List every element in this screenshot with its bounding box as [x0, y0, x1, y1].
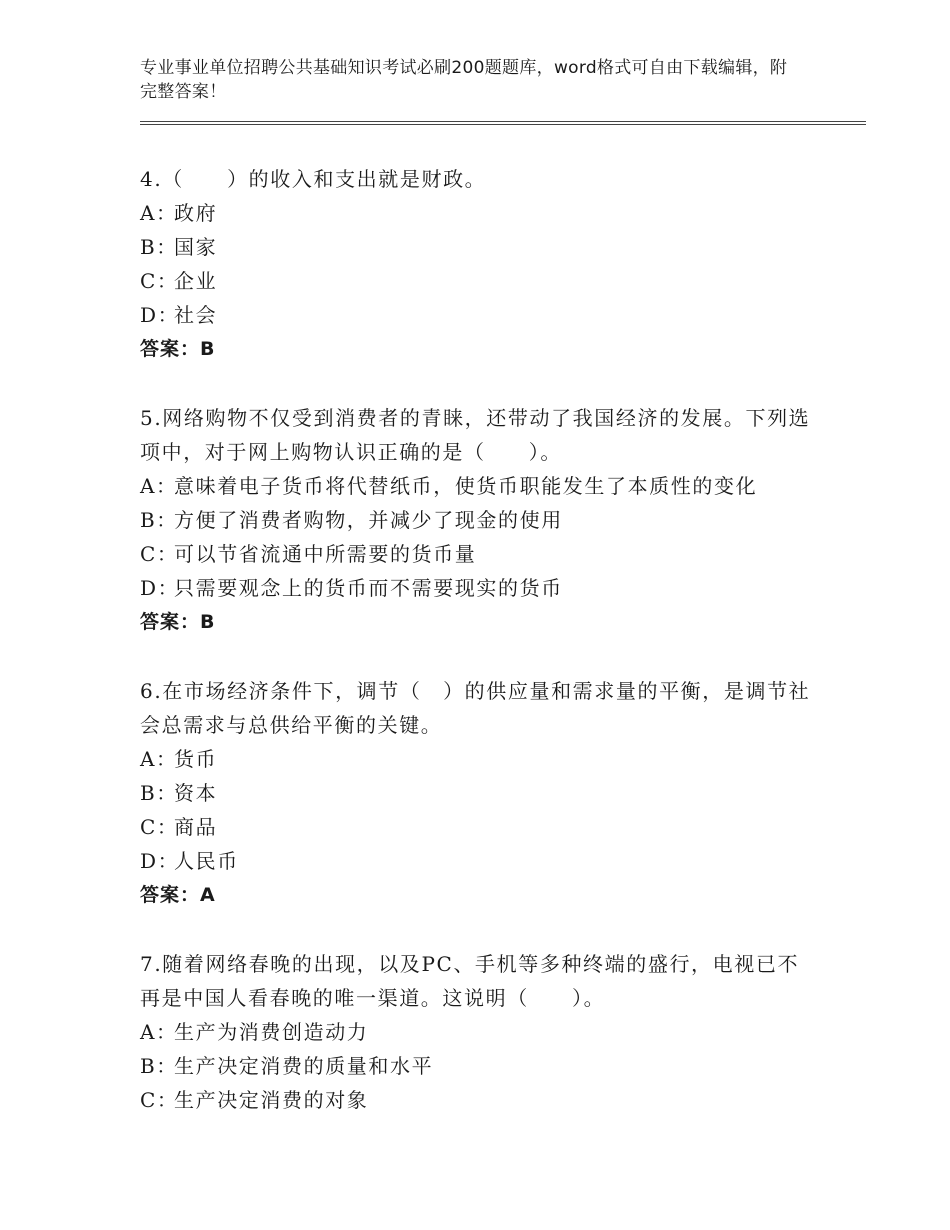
option-key: D： [140, 303, 180, 327]
option-key: C： [140, 542, 179, 566]
option-text: 企业 [174, 269, 218, 293]
option-key: C： [140, 815, 179, 839]
question-stem: 4.（ ）的收入和支出就是财政。 [140, 167, 487, 191]
option-key: C： [140, 269, 179, 293]
question-item [140, 674, 820, 912]
document-header-title: 专业事业单位招聘公共基础知识考试必刷200题题库，word格式可自由下载编辑，附完整答案！ [140, 58, 788, 102]
option-key: A： [140, 1020, 178, 1044]
option-text: 政府 [174, 201, 218, 225]
answer-line: 答案：B [140, 611, 216, 633]
option-text: 商品 [174, 815, 218, 839]
option-text: 生产为消费创造动力 [174, 1020, 369, 1044]
option-b [140, 1049, 820, 1083]
option-text: 生产决定消费的对象 [174, 1088, 369, 1112]
option-key: A： [140, 474, 178, 498]
question-item [140, 401, 820, 639]
option-text: 社会 [174, 303, 218, 327]
option-text: 人民币 [174, 849, 239, 873]
option-c [140, 264, 820, 298]
option-text: 资本 [174, 781, 218, 805]
question-item [140, 162, 820, 366]
option-c [140, 1083, 820, 1117]
option-c [140, 810, 820, 844]
option-text: 方便了消费者购物，并减少了现金的使用 [174, 508, 563, 532]
answer-line: 答案：B [140, 338, 216, 360]
option-text: 货币 [174, 747, 218, 771]
option-key: D： [140, 849, 180, 873]
option-d [140, 844, 820, 878]
option-text: 意味着电子货币将代替纸币，使货币职能发生了本质性的变化 [174, 474, 758, 498]
option-b [140, 776, 820, 810]
option-a [140, 469, 820, 503]
option-key: A： [140, 747, 178, 771]
option-key: A： [140, 201, 178, 225]
option-key: D： [140, 576, 180, 600]
option-d [140, 571, 820, 605]
option-key: C： [140, 1088, 179, 1112]
question-item [140, 947, 820, 1117]
option-text: 只需要观念上的货币而不需要现实的货币 [174, 576, 563, 600]
option-c [140, 537, 820, 571]
option-key: B： [140, 781, 178, 805]
option-a [140, 1015, 820, 1049]
option-b [140, 503, 820, 537]
option-text: 可以节省流通中所需要的货币量 [174, 542, 477, 566]
option-text: 国家 [174, 235, 218, 259]
option-key: B： [140, 1054, 178, 1078]
option-b [140, 230, 820, 264]
option-a [140, 742, 820, 776]
option-key: B： [140, 508, 178, 532]
question-stem: 5.网络购物不仅受到消费者的青睐，还带动了我国经济的发展。下列选项中，对于网上购物认识正确的是（ ）。 [140, 406, 811, 464]
answer-line: 答案：A [140, 884, 216, 906]
option-d [140, 298, 820, 332]
header-divider-line-secondary [140, 124, 866, 125]
question-list [140, 162, 820, 1152]
header-divider-line [140, 121, 866, 122]
option-key: B： [140, 235, 178, 259]
option-a [140, 196, 820, 230]
question-stem: 7.随着网络春晚的出现，以及PC、手机等多种终端的盛行，电视已不再是中国人看春晚的唯一渠道。这说明（ ）。 [140, 952, 800, 1010]
option-text: 生产决定消费的质量和水平 [174, 1054, 434, 1078]
question-stem: 6.在市场经济条件下，调节（ ）的供应量和需求量的平衡，是调节社会总需求与总供给平衡的关键。 [140, 679, 811, 737]
